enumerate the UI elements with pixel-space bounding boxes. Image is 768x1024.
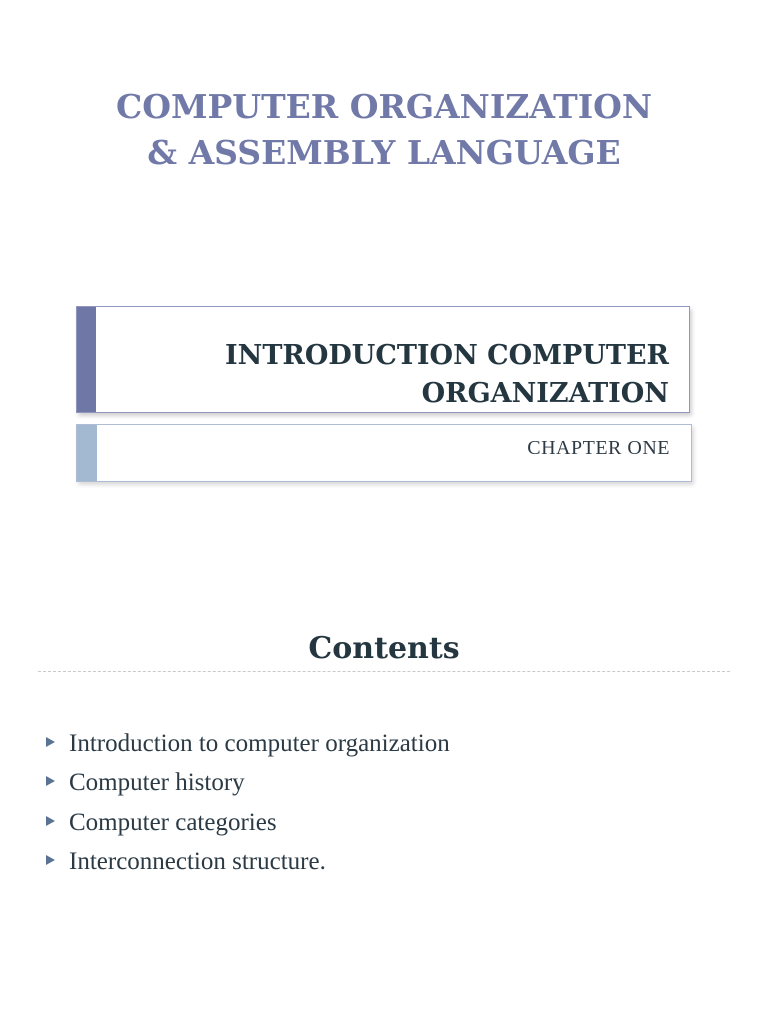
contents-list xyxy=(46,724,450,882)
triangle-right-icon xyxy=(46,816,55,826)
list-item xyxy=(46,724,450,764)
list-item xyxy=(46,843,450,883)
triangle-right-icon xyxy=(46,855,55,865)
chapter-accent-bar xyxy=(77,425,97,481)
list-item-text: Computer history xyxy=(69,769,245,797)
subtitle-line1: INTRODUCTION COMPUTER xyxy=(225,340,669,371)
triangle-right-icon xyxy=(46,776,55,786)
triangle-right-icon xyxy=(46,737,55,747)
contents-heading: Contents xyxy=(308,631,460,666)
chapter-label: CHAPTER ONE xyxy=(527,437,670,459)
main-title xyxy=(0,84,768,176)
main-title-line2: & ASSEMBLY LANGUAGE xyxy=(147,133,621,172)
subtitle-line2: ORGANIZATION xyxy=(421,378,669,409)
subtitle-box xyxy=(76,306,690,413)
list-item-text: Computer categories xyxy=(69,808,277,836)
list-item-text: Introduction to computer organization xyxy=(69,729,450,757)
subtitle-text xyxy=(225,337,669,413)
list-item-text: Interconnection structure. xyxy=(69,848,326,876)
main-title-line1: COMPUTER ORGANIZATION xyxy=(115,87,653,126)
list-item xyxy=(46,764,450,804)
chapter-box xyxy=(76,424,692,482)
subtitle-accent-bar xyxy=(77,307,96,412)
contents-divider xyxy=(38,671,730,672)
list-item xyxy=(46,803,450,843)
